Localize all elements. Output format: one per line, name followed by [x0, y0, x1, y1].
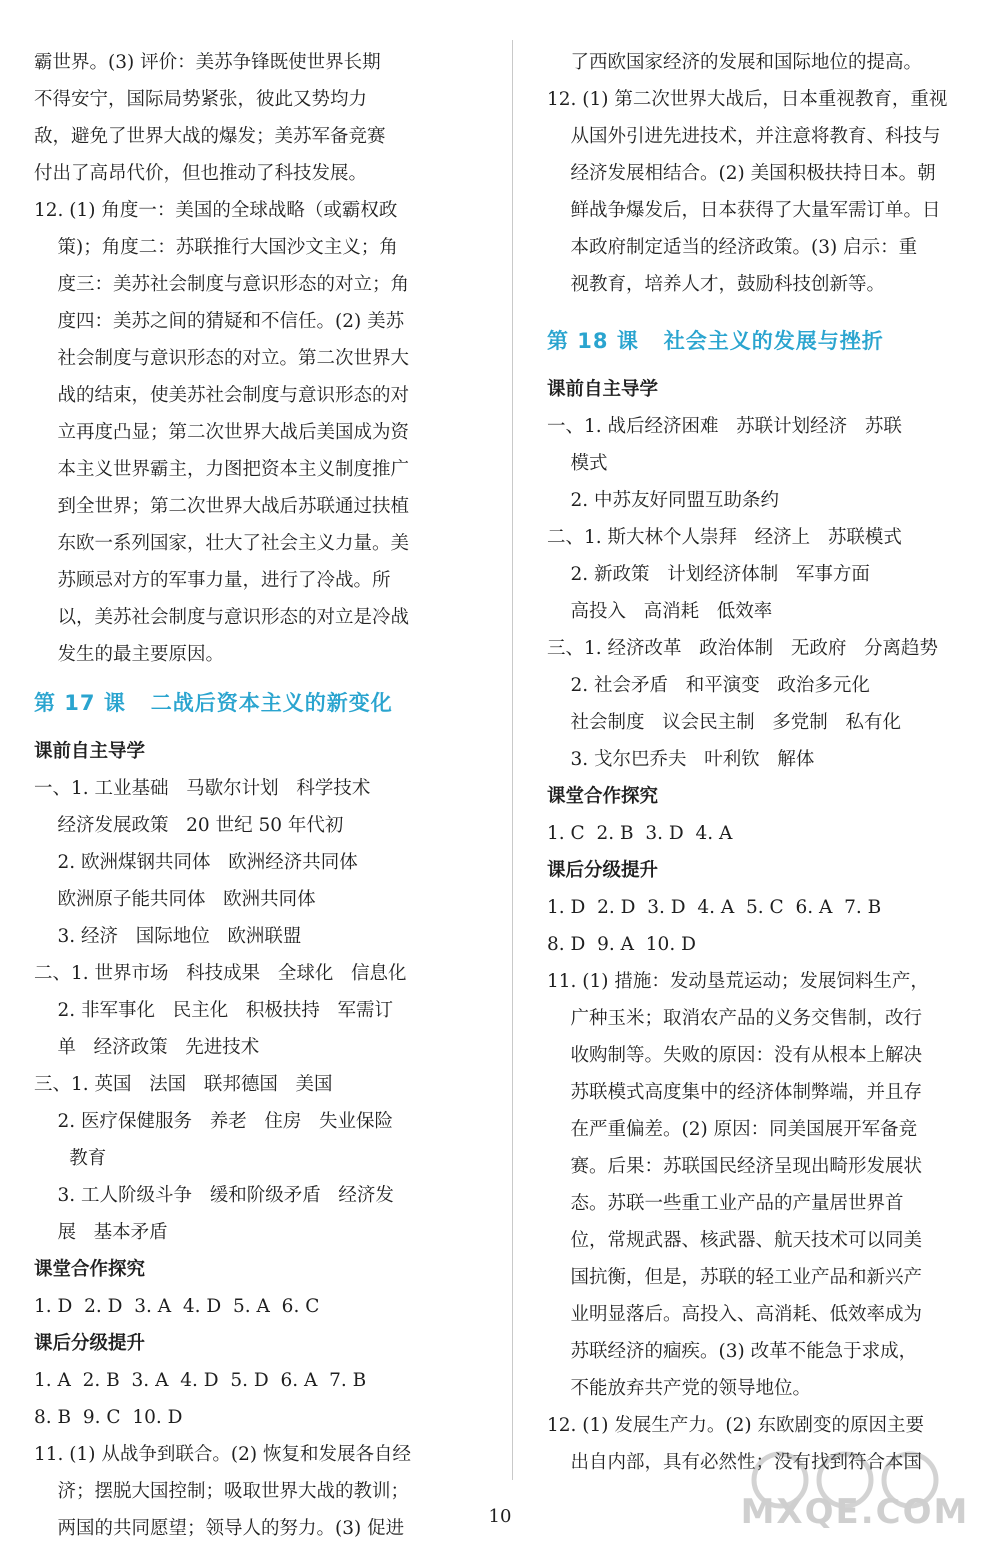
left-pre-study-line: 教育 — [34, 1148, 107, 1169]
left-pre-study-heading: 课前自主导学 — [34, 741, 146, 762]
right-after-line: 不能放弃共产党的领导地位。 — [547, 1378, 812, 1399]
right-after-line: 苏联经济的痼疾。(3) 改革不能急于求成， — [547, 1341, 918, 1362]
right-intro-line: 本政府制定适当的经济政策。(3) 启示：重 — [547, 237, 918, 258]
left-q12-line: 本主义世界霸主，力图把资本主义制度推广 — [34, 459, 410, 480]
left-q12-line: 度四：美苏之间的猜疑和不信任。(2) 美苏 — [34, 311, 405, 332]
left-intro-answers — [34, 44, 489, 192]
right-intro-line: 从国外引进先进技术，并注意将教育、科技与 — [547, 126, 941, 147]
right-after-line: 业明显落后。高投入、高消耗、低效率成为 — [547, 1304, 923, 1325]
left-after-line: 济；摆脱大国控制；吸取世界大战的教训； — [34, 1481, 410, 1502]
right-after-line: 出自内部，具有必然性；没有找到符合本国 — [547, 1452, 923, 1473]
left-q12-line: 以，美苏社会制度与意识形态的对立是冷战 — [34, 607, 410, 628]
left-intro-line: 敌，避免了世界大战的爆发；美苏军备竞赛 — [34, 126, 386, 147]
right-after-line: 1. D 2. D 3. D 4. A 5. C 6. A 7. B — [547, 897, 882, 918]
right-after-line: 国抗衡，但是，苏联的轻工业产品和新兴产 — [547, 1267, 923, 1288]
left-q12-line: 立再度凸显；第二次世界大战后美国成为资 — [34, 422, 410, 443]
right-after-line: 8. D 9. A 10. D — [547, 934, 696, 955]
right-after-heading: 课后分级提升 — [547, 860, 659, 881]
left-after-line: 11. (1) 从战争到联合。(2) 恢复和发展各自经 — [34, 1444, 411, 1465]
left-pre-study-line: 2. 欧洲煤钢共同体 欧洲经济共同体 — [34, 852, 358, 873]
right-after-line: 11. (1) 措施：发动垦荒运动；发展饲料生产， — [547, 971, 929, 992]
left-q12-line: 社会制度与意识形态的对立。第二次世界大 — [34, 348, 410, 369]
left-class-line: 1. D 2. D 3. A 4. D 5. A 6. C — [34, 1296, 320, 1317]
right-pre-study-answers — [547, 408, 987, 778]
left-class-answers — [34, 1288, 489, 1325]
right-pre-study-line: 2. 新政策 计划经济体制 军事方面 — [547, 564, 870, 585]
lesson-18-title: 第 18 课 社会主义的发展与挫折 — [547, 329, 884, 353]
right-intro-line: 视教育，培养人才，鼓励科技创新等。 — [547, 274, 886, 295]
right-intro-line: 鲜战争爆发后，日本获得了大量军需订单。日 — [547, 200, 941, 221]
right-pre-study-line: 高投入 高消耗 低效率 — [547, 601, 773, 622]
right-pre-study-line: 3. 戈尔巴乔夫 叶利钦 解体 — [547, 749, 815, 770]
right-class-line: 1. C 2. B 3. D 4. A — [547, 823, 733, 844]
left-question-12 — [34, 192, 489, 673]
lesson-17-title: 第 17 课 二战后资本主义的新变化 — [34, 691, 393, 715]
watermark-text: MXQE.COM — [740, 1492, 970, 1532]
left-intro-line: 付出了高昂代价，但也推动了科技发展。 — [34, 163, 368, 184]
left-after-heading: 课后分级提升 — [34, 1333, 146, 1354]
left-q12-line: 到全世界；第二次世界大战后苏联通过扶植 — [34, 496, 410, 517]
right-after-line: 在严重偏差。(2) 原因：同美国展开军备竞 — [547, 1119, 918, 1140]
right-pre-study-line: 一、1. 战后经济困难 苏联计划经济 苏联 — [547, 416, 902, 437]
left-after-answers — [34, 1362, 489, 1547]
left-after-line: 8. B 9. C 10. D — [34, 1407, 183, 1428]
left-intro-line: 霸世界。(3) 评价：美苏争锋既使世界长期 — [34, 52, 381, 73]
right-after-line: 广种玉米；取消农产品的义务交售制，改行 — [547, 1008, 923, 1029]
right-pre-study-heading: 课前自主导学 — [547, 379, 659, 400]
right-after-answers — [547, 889, 987, 1481]
left-q12-line: 苏顾忌对方的军事力量，进行了冷战。所 — [34, 570, 391, 591]
left-q12-line: 度三：美苏社会制度与意识形态的对立；角 — [34, 274, 410, 295]
right-pre-study-line: 社会制度 议会民主制 多党制 私有化 — [547, 712, 901, 733]
right-intro-answers — [547, 44, 987, 303]
right-class-answers — [547, 815, 987, 852]
right-pre-study-line: 二、1. 斯大林个人崇拜 经济上 苏联模式 — [547, 527, 902, 548]
right-after-line: 位，常规武器、核武器、航天技术可以同美 — [547, 1230, 923, 1251]
left-pre-study-answers — [34, 770, 489, 1251]
left-after-line: 1. A 2. B 3. A 4. D 5. D 6. A 7. B — [34, 1370, 367, 1391]
left-intro-line: 不得安宁，国际局势紧张，彼此又势均力 — [34, 89, 368, 110]
right-intro-line: 12. (1) 第二次世界大战后，日本重视教育，重视 — [547, 89, 948, 110]
left-pre-study-line: 经济发展政策 20 世纪 50 年代初 — [34, 815, 344, 836]
left-q12-line: 战的结束，使美苏社会制度与意识形态的对 — [34, 385, 410, 406]
right-class-heading: 课堂合作探究 — [547, 786, 659, 807]
left-pre-study-line: 2. 非军事化 民主化 积极扶持 军需订 — [34, 1000, 393, 1021]
left-after-line: 两国的共同愿望；领导人的努力。(3) 促进 — [34, 1518, 405, 1539]
right-intro-line: 了西欧国家经济的发展和国际地位的提高。 — [547, 52, 923, 73]
left-pre-study-line: 2. 医疗保健服务 养老 住房 失业保险 — [34, 1111, 393, 1132]
left-column — [34, 44, 489, 1547]
left-class-heading: 课堂合作探究 — [34, 1259, 146, 1280]
right-after-line: 苏联模式高度集中的经济体制弊端，并且存 — [547, 1082, 923, 1103]
left-q12-line: 策)；角度二：苏联推行大国沙文主义；角 — [34, 237, 398, 258]
left-pre-study-line: 欧洲原子能共同体 欧洲共同体 — [34, 889, 316, 910]
left-pre-study-line: 一、1. 工业基础 马歇尔计划 科学技术 — [34, 778, 371, 799]
right-after-line: 12. (1) 发展生产力。(2) 东欧剧变的原因主要 — [547, 1415, 924, 1436]
left-pre-study-line: 三、1. 英国 法国 联邦德国 美国 — [34, 1074, 333, 1095]
left-pre-study-line: 3. 经济 国际地位 欧洲联盟 — [34, 926, 302, 947]
left-q12-line: 12. (1) 角度一：美国的全球战略（或霸权政 — [34, 200, 398, 221]
page-number: 10 — [488, 1506, 512, 1527]
left-q12-line: 东欧一系列国家，壮大了社会主义力量。美 — [34, 533, 410, 554]
right-after-line: 赛。后果：苏联国民经济呈现出畸形发展状 — [547, 1156, 923, 1177]
right-pre-study-line: 模式 — [547, 453, 608, 474]
right-intro-line: 经济发展相结合。(2) 美国积极扶持日本。朝 — [547, 163, 936, 184]
left-pre-study-line: 3. 工人阶级斗争 缓和阶级矛盾 经济发 — [34, 1185, 394, 1206]
right-pre-study-line: 2. 社会矛盾 和平演变 政治多元化 — [547, 675, 870, 696]
column-divider — [512, 40, 513, 1480]
left-pre-study-line: 单 经济政策 先进技术 — [34, 1037, 260, 1058]
left-q12-line: 发生的最主要原因。 — [34, 644, 225, 665]
right-after-line: 收购制等。失败的原因：没有从根本上解决 — [547, 1045, 923, 1066]
right-column — [547, 44, 987, 1481]
left-pre-study-line: 二、1. 世界市场 科技成果 全球化 信息化 — [34, 963, 407, 984]
right-pre-study-line: 2. 中苏友好同盟互助条约 — [547, 490, 780, 511]
right-pre-study-line: 三、1. 经济改革 政治体制 无政府 分离趋势 — [547, 638, 938, 659]
left-pre-study-line: 展 基本矛盾 — [34, 1222, 168, 1243]
right-after-line: 态。苏联一些重工业产品的产量居世界首 — [547, 1193, 904, 1214]
